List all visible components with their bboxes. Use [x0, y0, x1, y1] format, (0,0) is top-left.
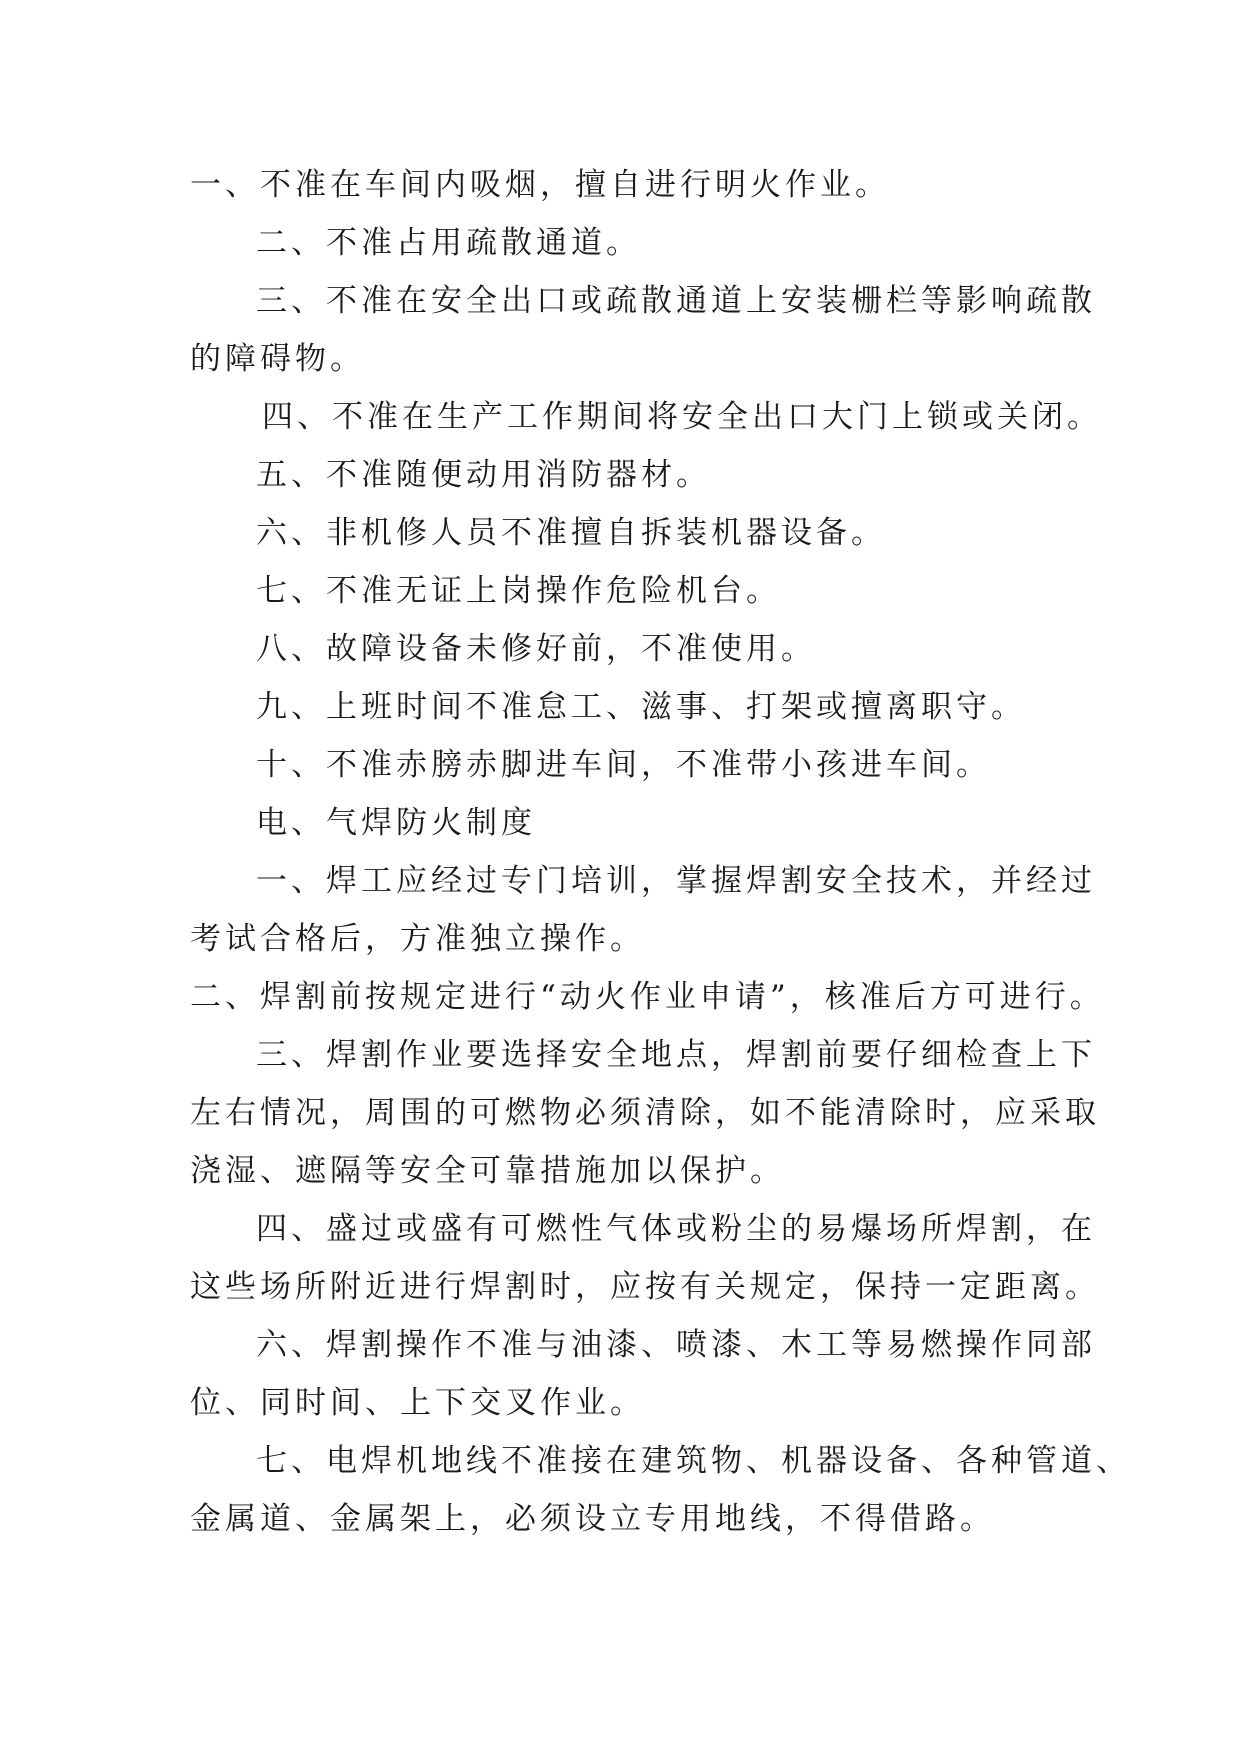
rule-line-3: 三、不准在安全出口或疏散通道上安装栅栏等影响疏散: [256, 283, 1096, 319]
weld-rule-7-cont: 金属道、金属架上，必须设立专用地线，不得借路。: [190, 1501, 995, 1537]
rule-line-5: 五、不准随便动用消防器材。: [256, 457, 711, 493]
weld-rule-3-cont-2: 浇湿、遮隔等安全可靠措施加以保护。: [190, 1153, 785, 1189]
rule-line-4: 四、不准在生产工作期间将安全出口大门上锁或关闭。: [262, 399, 1102, 435]
rule-line-2: 二、不准占用疏散通道。: [256, 225, 641, 261]
rule-line-10: 十、不准赤膀赤脚进车间，不准带小孩进车间。: [256, 747, 991, 783]
rule-line-7: 七、不准无证上岗操作危险机台。: [256, 573, 781, 609]
rule-line-3-cont: 的障碍物。: [190, 341, 365, 377]
weld-rule-1-cont: 考试合格后，方准独立操作。: [190, 921, 645, 957]
weld-rule-6: 六、焊割操作不准与油漆、喷漆、木工等易燃操作同部: [256, 1327, 1096, 1363]
section-heading: 电、气焊防火制度: [256, 805, 536, 841]
rule-line-1: 一、不准在车间内吸烟，擅自进行明火作业。: [190, 167, 890, 203]
rule-line-9: 九、上班时间不准怠工、滋事、打架或擅离职守。: [256, 689, 1026, 725]
weld-rule-7: 七、电焊机地线不准接在建筑物、机器设备、各种管道、: [256, 1443, 1131, 1479]
weld-rule-3-cont-1: 左右情况，周围的可燃物必须清除，如不能清除时，应采取: [190, 1095, 1100, 1131]
rule-line-6: 六、非机修人员不准擅自拆装机器设备。: [256, 515, 886, 551]
weld-rule-4: 四、盛过或盛有可燃性气体或粉尘的易爆场所焊割，在: [256, 1211, 1096, 1247]
weld-rule-3: 三、焊割作业要选择安全地点，焊割前要仔细检查上下: [256, 1037, 1096, 1073]
rule-line-8: 八、故障设备未修好前，不准使用。: [256, 631, 816, 667]
weld-rule-2: 二、焊割前按规定进行“动火作业申请”，核准后方可进行。: [190, 979, 1105, 1015]
weld-rule-6-cont: 位、同时间、上下交叉作业。: [190, 1385, 645, 1421]
weld-rule-4-cont: 这些场所附近进行焊割时，应按有关规定，保持一定距离。: [190, 1269, 1100, 1305]
weld-rule-1: 一、焊工应经过专门培训，掌握焊割安全技术，并经过: [256, 863, 1096, 899]
